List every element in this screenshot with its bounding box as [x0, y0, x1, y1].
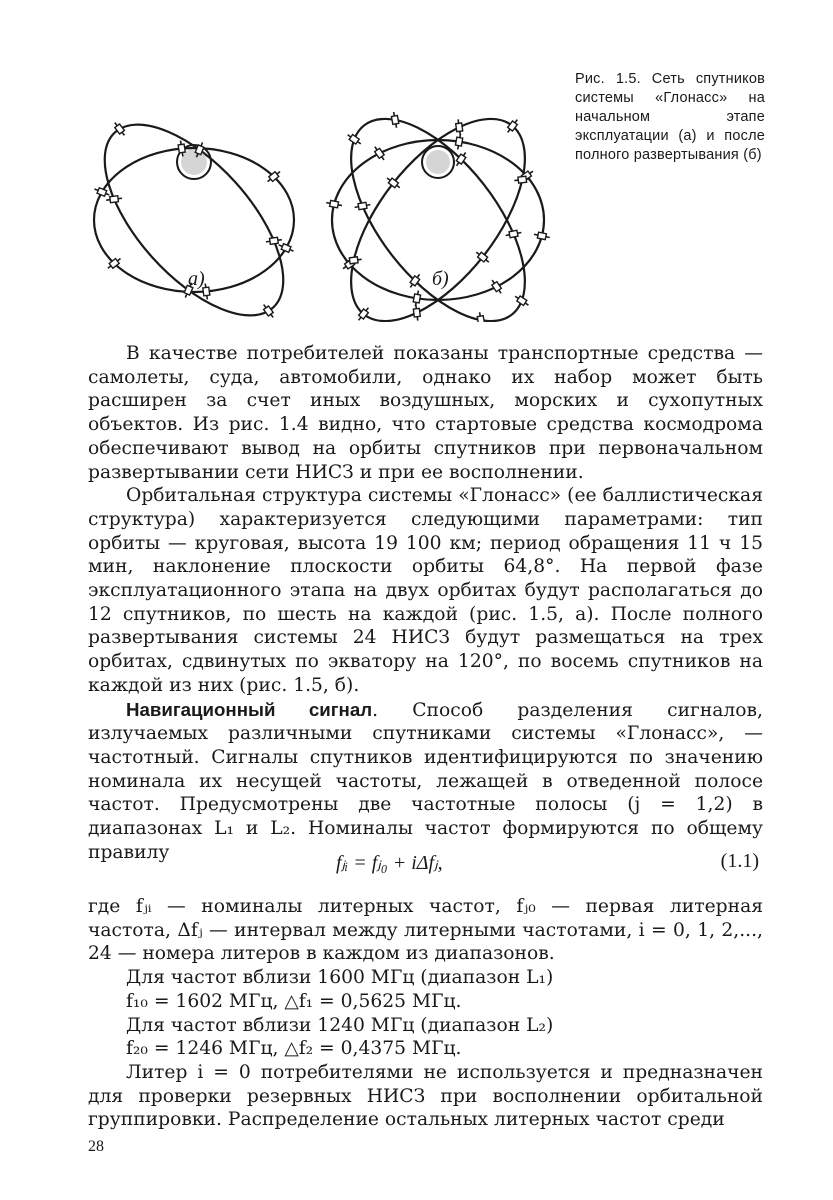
formula-number: (1.1): [720, 850, 759, 872]
orbit-b2-satellite-icon: [505, 230, 522, 239]
line-l1-range: Для частот вблизи 1600 МГц (диапазон L₁): [126, 967, 554, 989]
orbit-b1-satellite-icon: [326, 200, 343, 209]
orbit-b1-satellite-icon: [412, 290, 421, 307]
formula-explanation: где fⱼᵢ — номиналы литерных частот, fⱼ₀ — первая литерная частота, Δfⱼ — интервал между литерными частотами, i = 0, 1, 2,..., 24 — номера литеров в каждом из диапазонов.: [88, 896, 763, 965]
paragraph-1: В качестве потребителей показаны транспортные средства — самолеты, суда, автомобили, однако их набор может быть расширен за счет иных воздушных, морских и сухопутных объектов. Из рис. 1.4 видно, что стартовые средства космодрома обеспечивают вывод на орбиты спутников при первоначальном развертывании сети НИСЗ и при ее восполнении.: [88, 343, 763, 483]
closing-paragraph: Литер i = 0 потребителями не используется и предназначен для проверки резервных НИСЗ при восполнении орбитальной группировки. Распределение остальных литерных частот среди: [88, 1061, 763, 1131]
section-heading: Навигационный сигнал: [126, 698, 373, 720]
orbit-b3-satellite-icon: [385, 176, 401, 190]
body-text: [88, 342, 763, 864]
line-l1-values: f₁₀ = 1602 МГц, △f₁ = 0,5625 МГц.: [126, 990, 462, 1012]
paragraph-2: Орбитальная структура системы «Глонасс» (ее баллистическая структура) характеризуется следующими параметрами: тип орбиты — круговая, высота 19 100 км; период обращения 11 ч 15 мин, наклонение плоскости орбиты 64,8°. На первой фазе эксплуатационного этапа на двух орбитах будут располагаться до 12 спутников, по шесть на каждой (рис. 1.5, а). После полного развертывания системы 24 НИСЗ будут размещаться на трех орбитах, сдвинутых по экватору на 120°, по восемь спутников на каждой из них (рис. 1.5, б).: [88, 485, 763, 696]
orbit-a2-satellite-icon: [112, 121, 126, 137]
formula-expression: fⱼᵢ = fⱼ₀ + iΔfⱼ,: [336, 852, 443, 874]
orbit-b3-satellite-icon: [474, 250, 490, 265]
body-text-2: [88, 895, 763, 1132]
page-number: 28: [88, 1138, 104, 1155]
orbit-b3-satellite-icon: [413, 304, 421, 321]
orbit-b2-satellite-icon: [346, 132, 363, 146]
orbit-a1-satellite-icon: [278, 242, 295, 254]
orbit-b1-satellite-icon: [372, 145, 386, 162]
orbit-b3-satellite-icon: [455, 119, 463, 136]
section-paragraph: [88, 698, 763, 865]
orbit-b2-satellite-icon: [477, 312, 486, 322]
orbit-diagram: [88, 62, 568, 322]
orbit-b1-satellite-icon: [490, 278, 504, 295]
orbit-b1-satellite-icon: [455, 133, 464, 150]
orbit-b1-satellite-icon: [533, 231, 550, 240]
label-a: а): [188, 268, 205, 290]
line-l2-values: f₂₀ = 1246 МГц, △f₂ = 0,4375 МГц.: [126, 1038, 462, 1060]
figure-1-5: [88, 62, 568, 322]
orbit-a2-satellite-icon: [106, 195, 123, 203]
figure-caption: Рис. 1.5. Сеть спутников системы «Глонасс» на начальном этапе эксплуатации (а) и после полного развертывания (б): [575, 71, 765, 163]
section-text: . Способ разделения сигналов, излучаемых различными спутниками системы «Глонасс», — частотный. Сигналы спутников идентифицируются по значению номинала их несущей частоты, лежащей в отведенной полосе частот. Предусмотрены две частотные полосы (j = 1,2) в диапазонах L₁ и L₂. Номиналы частот формируются по общему правилу: [88, 699, 763, 863]
formula-1-1: [88, 850, 763, 878]
orbit-a2-satellite-icon: [266, 237, 283, 245]
label-b: б): [432, 268, 449, 290]
orbit-a1-satellite-icon: [93, 186, 110, 198]
orbit-b2-satellite-icon: [513, 294, 530, 308]
earth-shading: [181, 149, 450, 175]
orbit-a2-satellite-icon: [261, 303, 275, 319]
line-l2-range: Для частот вблизи 1240 МГц (диапазон L₂): [126, 1014, 554, 1036]
orbit-b2-satellite-icon: [354, 202, 371, 211]
orbit-b2-satellite-icon: [391, 111, 400, 128]
